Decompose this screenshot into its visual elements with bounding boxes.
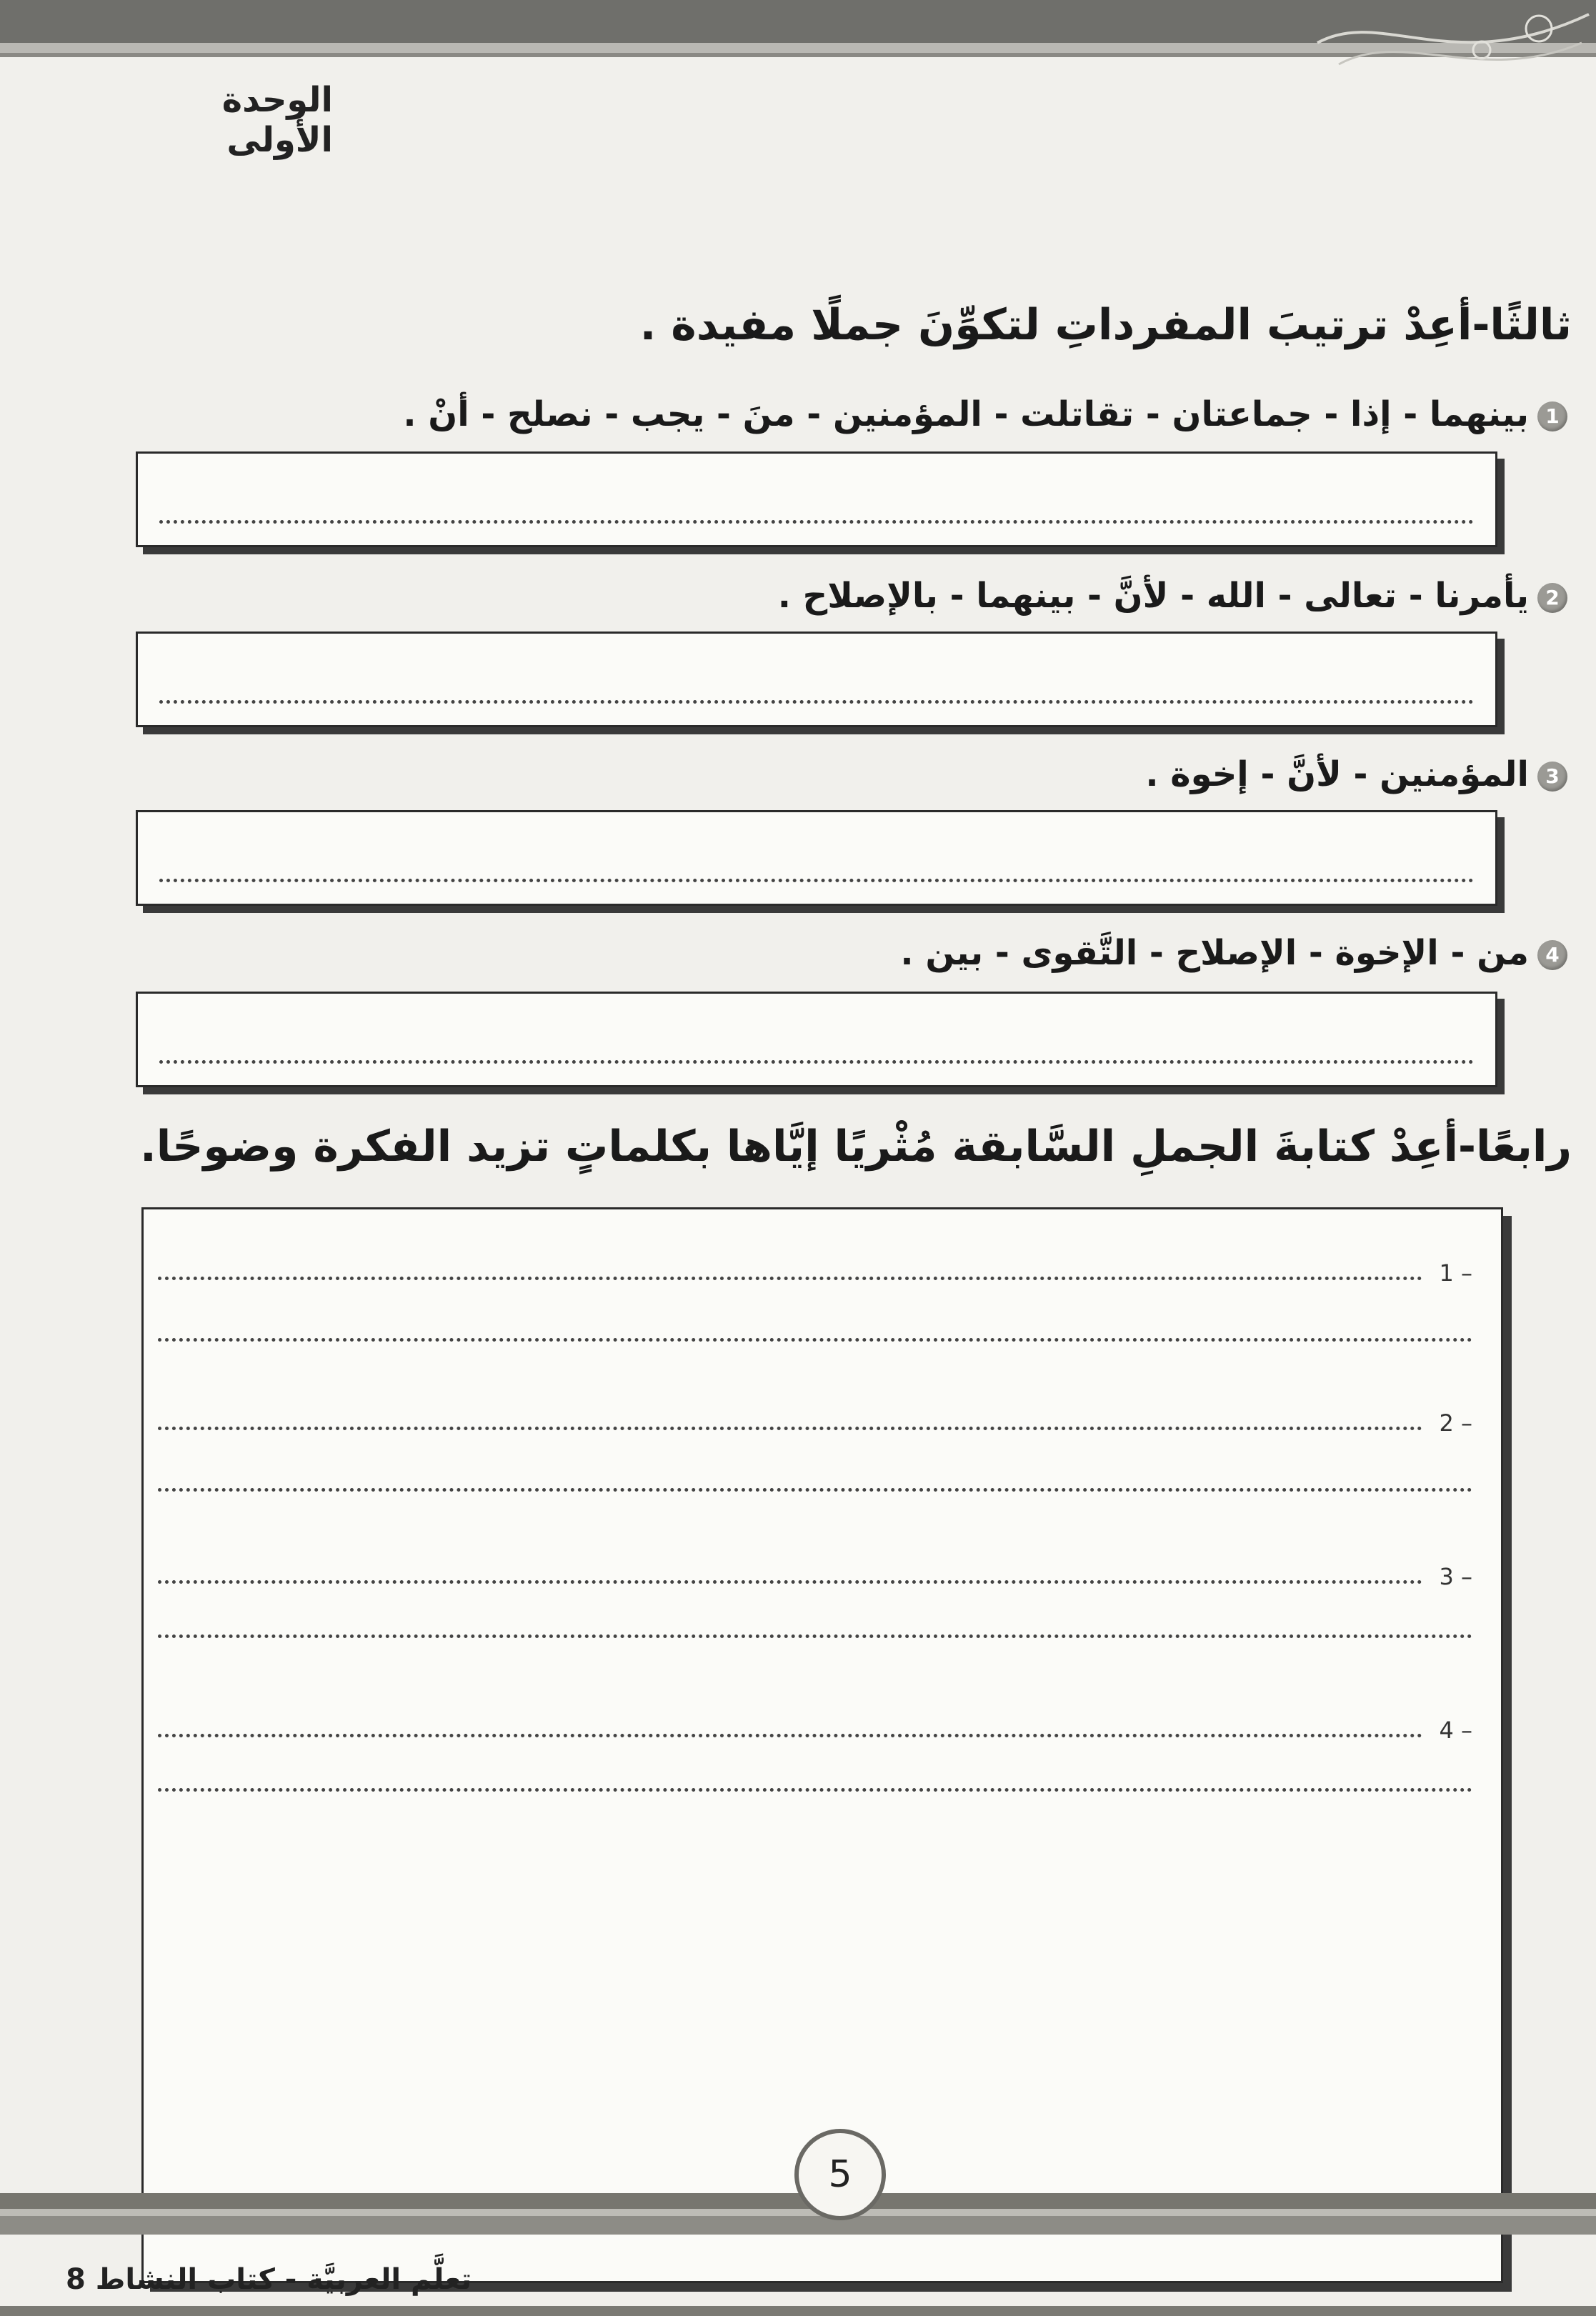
dotted-answer-line <box>159 697 1474 704</box>
dotted-answer-line <box>158 1580 1422 1584</box>
dotted-answer-line <box>158 1427 1422 1430</box>
writing-line-3[interactable] <box>144 1563 1472 1620</box>
dotted-answer-line <box>159 876 1474 882</box>
dotted-answer-line <box>158 1734 1422 1737</box>
dotted-answer-line <box>158 1634 1472 1638</box>
exercise-item-4 <box>67 933 1567 973</box>
item-number-badge: 4 <box>1537 940 1567 970</box>
exercise-item-3 <box>67 754 1567 794</box>
line-number: 3 – <box>1439 1563 1472 1590</box>
section-title-third: ثالثًا-أعِدْ ترتيبَ المفرداتِ لتكوِّنَ جملًا مفيدة . <box>639 300 1572 350</box>
footer-strip <box>0 2306 1596 2316</box>
answer-box-1[interactable] <box>136 451 1497 547</box>
exercise-item-2 <box>67 576 1567 616</box>
writing-box[interactable] <box>141 1207 1503 2283</box>
answer-box-4[interactable] <box>136 992 1497 1087</box>
item-words: يأمرنا - تعالى - الله - لأنَّ - بينهما - بالإصلاح . <box>777 576 1529 616</box>
dotted-answer-line <box>158 1788 1472 1792</box>
item-number-badge: 3 <box>1537 762 1567 792</box>
answer-box-2[interactable] <box>136 632 1497 727</box>
dotted-answer-line <box>159 1057 1474 1064</box>
exercise-item-1 <box>67 394 1567 434</box>
section-title-fourth: رابعًا-أعِدْ كتابةَ الجملِ السَّابقة مُثْريًا إيَّاها بكلماتٍ تزيد الفكرة وضوحًا. <box>139 1122 1572 1172</box>
footer-band-dark <box>0 2216 1596 2235</box>
dotted-answer-line <box>158 1488 1472 1492</box>
line-number: 1 – <box>1439 1259 1472 1287</box>
line-number: 4 – <box>1439 1717 1472 1744</box>
unit-title: الوحدة الأولى <box>221 80 333 160</box>
writing-line-2[interactable] <box>144 1409 1472 1467</box>
line-number: 2 – <box>1439 1409 1472 1437</box>
item-words: بينهما - إذا - جماعتان - تقاتلت - المؤمنين - منَ - يجب - نصلح - أنْ . <box>403 394 1529 434</box>
item-number-badge: 1 <box>1537 401 1567 431</box>
item-number-badge: 2 <box>1537 583 1567 613</box>
book-title: تعلَّم العربيَّة - كتاب النشاط 8 <box>66 2263 472 2296</box>
floral-ornament-icon <box>1296 0 1596 93</box>
footer-band-light <box>0 2209 1596 2216</box>
writing-line-4[interactable] <box>144 1717 1472 1774</box>
page-number: 5 <box>794 2129 886 2220</box>
item-words: من - الإخوة - الإصلاح - التَّقوى - بين . <box>900 933 1529 973</box>
footer-band <box>0 2193 1596 2209</box>
answer-box-3[interactable] <box>136 810 1497 906</box>
dotted-answer-line <box>159 517 1474 524</box>
dotted-answer-line <box>158 1277 1422 1280</box>
writing-line-1[interactable] <box>144 1259 1472 1317</box>
item-words: المؤمنين - لأنَّ - إخوة . <box>1145 754 1529 794</box>
dotted-answer-line <box>158 1338 1472 1342</box>
